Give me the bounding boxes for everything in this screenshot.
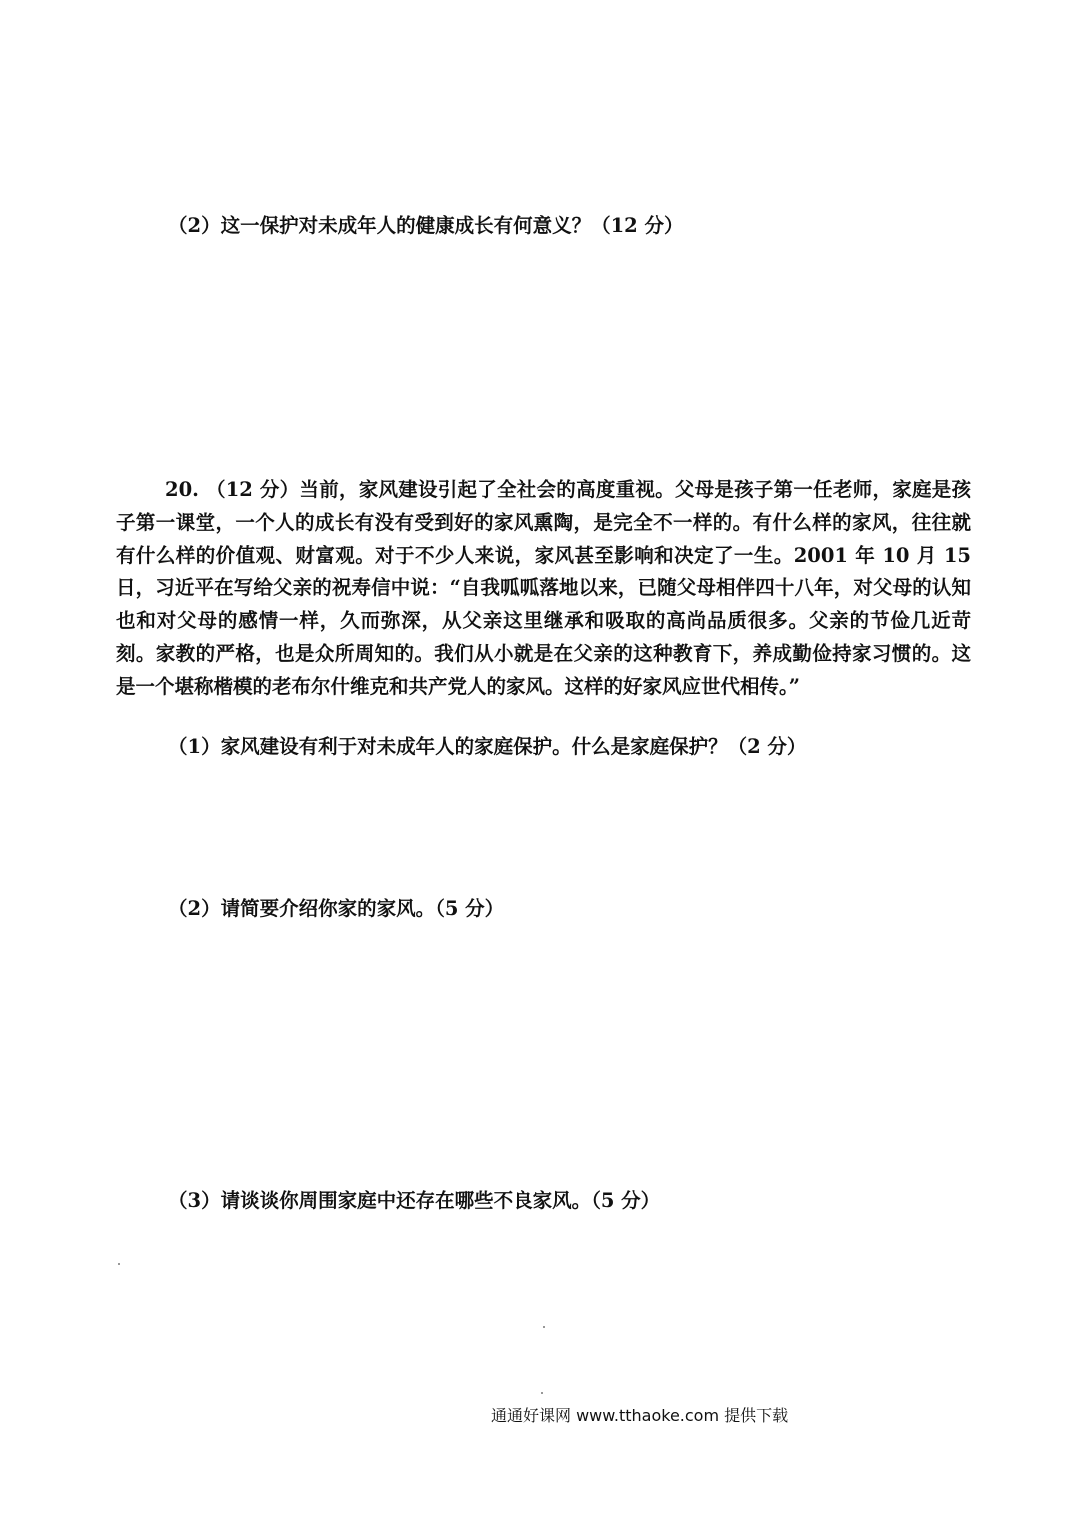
footer-source-note: 通通好课网 www.tthaoke.com 提供下载 — [491, 1406, 789, 1425]
question-20-part-2: （2）请简要介绍你家的家风。（5 分） — [168, 897, 505, 920]
question-20-stem: 20. （12 分）当前，家风建设引起了全社会的高度重视。父母是孩子第一任老师，家庭是孩子第一课堂，一个人的成长有没有受到好的家风熏陶，是完全不一样的。有什么样的家风，往往就有什么样的价值观、财富观。对于不少人来说，家风甚至影响和决定了一生。2001 年 10 月 15 日，习近平在写给父亲的祝寿信中说：“自我呱呱落地以来，已随父母相伴四十八年，对父母的认知也和对父母的感情一样，久而弥深，从父亲这里继承和吸取的高尚品质很多。父亲的节俭几近苛刻。家教的严格，也是众所周知的。我们从小就是在父亲的这种教育下，养成勤俭持家习惯的。这是一个堪称楷模的老布尔什维克和共产党人的家风。这样的好家风应世代相传。” — [116, 478, 971, 698]
scan-speck — [118, 1263, 120, 1265]
question-20-part-1: （1）家风建设有利于对未成年人的家庭保护。什么是家庭保护？（2 分） — [168, 735, 807, 758]
question-19-part-2: （2）这一保护对未成年人的健康成长有何意义？（12 分） — [168, 214, 684, 237]
scan-speck — [543, 1326, 545, 1328]
question-20-part-3: （3）请谈谈你周围家庭中还存在哪些不良家风。（5 分） — [168, 1189, 661, 1212]
scan-speck — [541, 1392, 543, 1394]
